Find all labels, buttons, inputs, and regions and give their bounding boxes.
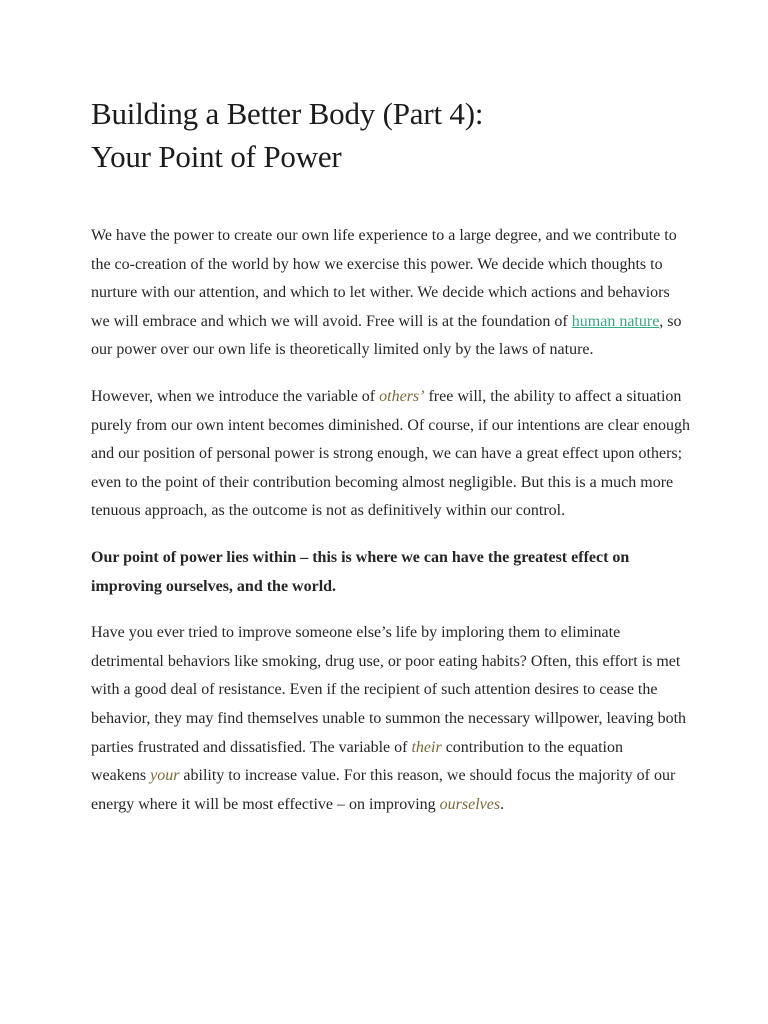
page-title — [91, 92, 691, 178]
paragraph-4 — [91, 619, 691, 819]
paragraph-2 — [91, 383, 691, 526]
paragraph-4-text-e: . — [500, 795, 505, 813]
human-nature-link[interactable]: human nature — [571, 312, 660, 330]
title-line-2: Your Point of Power — [91, 139, 342, 174]
paragraph-4-text-c: weakens — [91, 767, 151, 785]
title-line-1: Building a Better Body (Part 4): — [91, 96, 484, 131]
paragraph-4-text-b: contribution to the equation — [441, 738, 623, 756]
paragraph-2-text-a: However, when we introduce the variable of — [91, 387, 380, 405]
article — [91, 92, 691, 819]
paragraph-4-text-a: Have you ever tried to improve someone else’s life by imploring them to eliminate detrimental behaviors like smoking, drug use, or poor eating habits? Often, this effort is met with a good deal of resistance. Even if the recipient of such attention desires to cease the behavior, they may find themselves unable to summon the necessary willpower, leaving both parties frustrated and dissatisfied. The variable of — [91, 624, 687, 756]
paragraph-1-text-a: We have the power to create our own life experience to a large degree, and we contribute to the co-creation of the world by how we exercise this power. We decide which thoughts to nurture with our attention, and which to let wither. We decide which actions and behaviors we will embrace and which we will avoid. Free will is at the foundation of — [91, 227, 677, 330]
paragraph-4-text-d: ability to increase value. For this reason, we should focus the majority of our energy where it will be most effective – on improving — [91, 767, 676, 813]
paragraph-3-bold: Our point of power lies within – this is where we can have the greatest effect on improving ourselves, and the world. — [91, 548, 630, 595]
paragraph-4-emphasis-your: your — [150, 767, 180, 785]
paragraph-4-emphasis-their: their — [411, 738, 442, 756]
paragraph-1-text-b: , so our power over our own life is theoretically limited only by the laws of nature. — [91, 312, 682, 359]
paragraph-2-emphasis: others’ — [379, 387, 425, 405]
paragraph-2-text-b: free will, the ability to affect a situation purely from our own intent becomes diminished. Of course, if our intentions are clear enough and our position of personal power is strong enough, we can have a great effect upon others; even to the point of their contribution becoming almost negligible. But this is a much more tenuous approach, as the outcome is not as definitively within our control. — [91, 387, 690, 520]
paragraph-1 — [91, 222, 691, 365]
paragraph-4-emphasis-ourselves: ourselves — [439, 795, 501, 813]
